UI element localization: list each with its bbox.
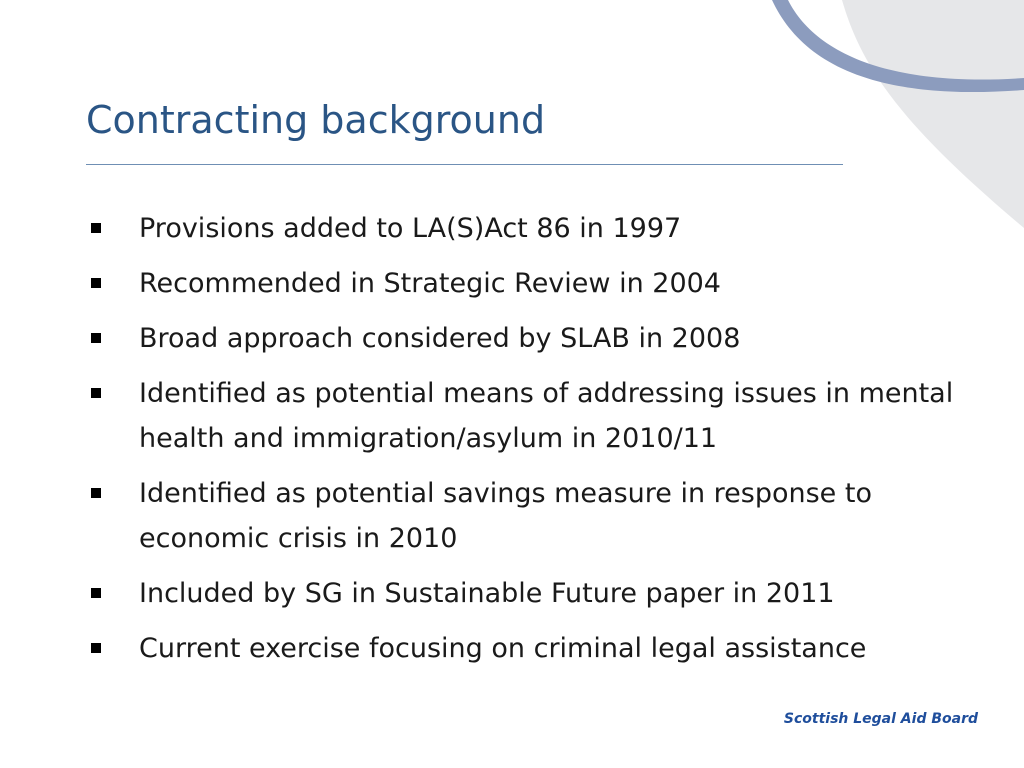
bullet-item <box>90 471 980 561</box>
footer-organization-name: Scottish Legal Aid Board <box>783 711 978 727</box>
square-bullet-icon <box>91 388 101 398</box>
bullet-text: Identified as potential means of addressing issues in mental health and immigration/asylum in 2010/11 <box>139 378 954 454</box>
bullet-item <box>90 206 980 251</box>
bullet-text: Broad approach considered by SLAB in 2008 <box>139 323 741 354</box>
bullet-text: Current exercise focusing on criminal legal assistance <box>139 633 867 664</box>
square-bullet-icon <box>91 333 101 343</box>
bullet-item <box>90 371 980 461</box>
title-divider <box>86 164 843 165</box>
square-bullet-icon <box>91 223 101 233</box>
bullet-item <box>90 261 980 306</box>
square-bullet-icon <box>91 488 101 498</box>
square-bullet-icon <box>91 278 101 288</box>
square-bullet-icon <box>91 588 101 598</box>
bullet-list <box>90 206 980 681</box>
bullet-item <box>90 316 980 361</box>
bullet-item <box>90 571 980 616</box>
corner-fill-shape <box>842 0 1024 228</box>
slide-title: Contracting background <box>86 98 546 142</box>
bullet-text: Included by SG in Sustainable Future paper in 2011 <box>139 578 835 609</box>
square-bullet-icon <box>91 643 101 653</box>
bullet-text: Identified as potential savings measure in response to economic crisis in 2010 <box>139 478 872 554</box>
bullet-text: Provisions added to LA(S)Act 86 in 1997 <box>139 213 682 244</box>
bullet-item <box>90 626 980 671</box>
bullet-text: Recommended in Strategic Review in 2004 <box>139 268 721 299</box>
